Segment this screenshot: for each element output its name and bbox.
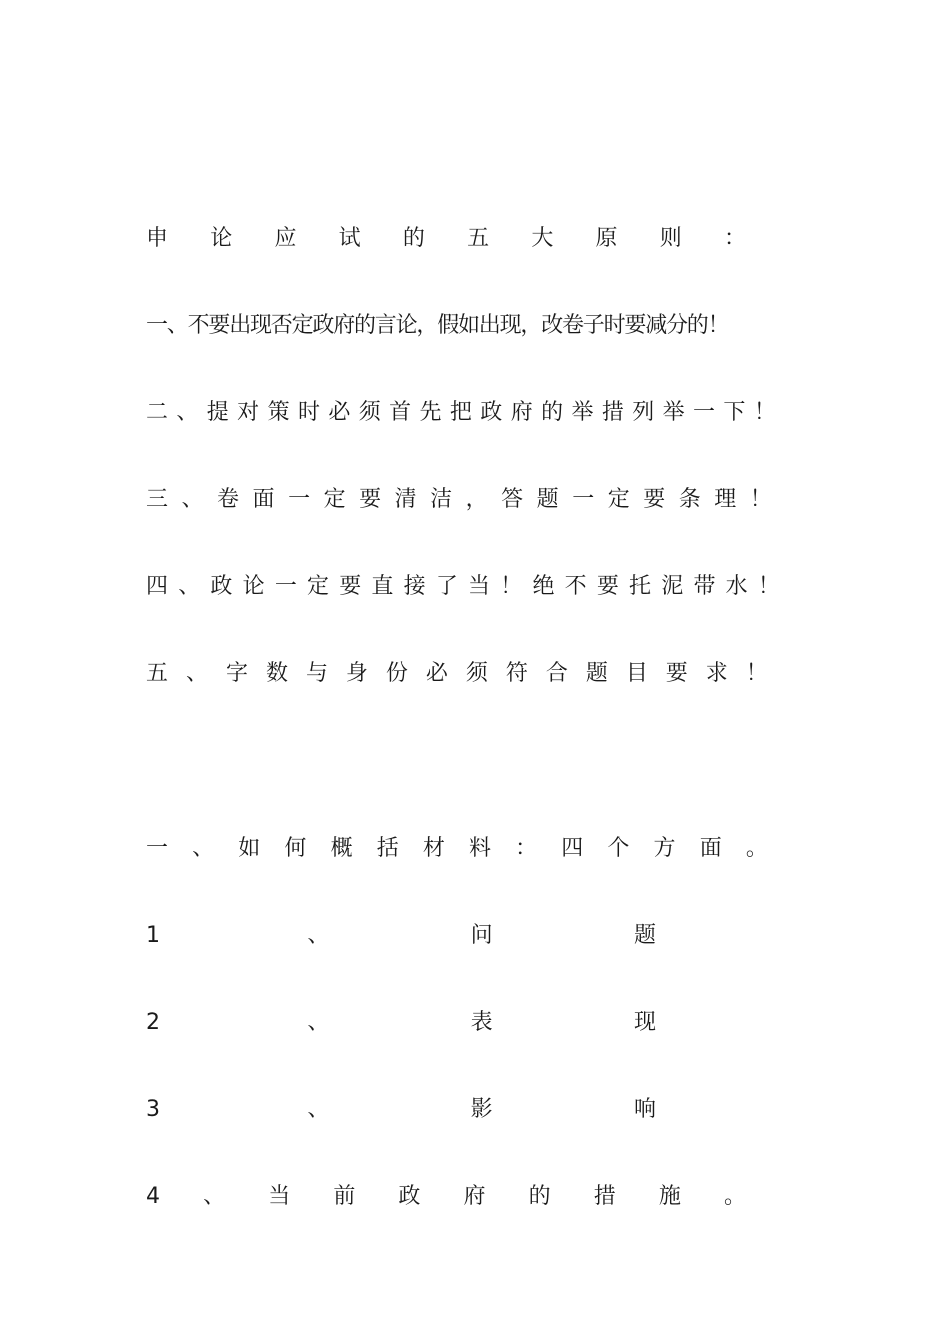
char: 2 [146,1010,160,1035]
char: 首 [389,400,412,425]
char: 问 [470,923,493,948]
char: 。 [745,836,768,861]
char: 对 [237,400,260,425]
char: 当 [268,1184,291,1209]
heading-principles [146,222,746,256]
char: ！ [753,400,776,425]
char: 要 [665,661,688,686]
char: 、 [181,487,204,512]
char: 题 [536,487,559,512]
char: 论 [242,574,265,599]
char: 求 [705,661,728,686]
char: 政 [398,1184,421,1209]
char: 定 [307,574,330,599]
char: 政 [210,574,233,599]
char: 一 [288,487,311,512]
char: 括 [376,836,399,861]
char: 举 [662,400,685,425]
char: ！ [500,574,523,599]
char: 试 [338,226,361,251]
char: 答 [501,487,524,512]
char: 带 [693,574,716,599]
char: 、 [307,1010,330,1035]
char: 申 [146,226,169,251]
char: 面 [252,487,275,512]
principle-4 [146,570,780,604]
char: 措 [601,400,624,425]
char: 政 [480,400,503,425]
char: 如 [238,836,261,861]
char: 洁 [430,487,453,512]
char: 须 [358,400,381,425]
char: 现 [633,1010,656,1035]
char: 定 [323,487,346,512]
char: 4 [146,1184,160,1209]
char: 五 [467,226,490,251]
char: 提 [206,400,229,425]
char: 、 [307,923,330,948]
char: 要 [596,574,619,599]
char: 材 [422,836,445,861]
char: 身 [345,661,368,686]
principle-1: 一、不要出现否定政府的言论，假如出现，改卷子时要减分的！ [146,313,729,338]
char: 、 [178,574,201,599]
char: 与 [305,661,328,686]
char: 清 [394,487,417,512]
char: 1 [146,923,160,948]
char: 一 [693,400,716,425]
char: ！ [745,661,768,686]
char: 的 [541,400,564,425]
char: 合 [545,661,568,686]
char: 二 [146,400,169,425]
char: 论 [210,226,233,251]
char: 的 [402,226,425,251]
char: 理 [714,487,737,512]
char: 必 [328,400,351,425]
principle-5 [146,657,768,691]
char: 。 [723,1184,746,1209]
heading-summarize-material [146,832,768,866]
char: 四 [561,836,584,861]
char: 下 [723,400,746,425]
char: 一 [274,574,297,599]
char: 题 [585,661,608,686]
char: 响 [633,1097,656,1122]
char: 须 [465,661,488,686]
char: 概 [330,836,353,861]
char: 、 [176,400,199,425]
char: 不 [564,574,587,599]
char: 当 [468,574,491,599]
char: 料 [468,836,491,861]
char: 五 [146,661,169,686]
char: 何 [284,836,307,861]
char: ： [515,836,538,861]
char: 定 [607,487,630,512]
aspect-item-1 [146,919,656,953]
char: 府 [463,1184,486,1209]
char: 了 [435,574,458,599]
char: ， [465,487,488,512]
char: 一 [146,836,169,861]
char: 水 [725,574,748,599]
char: 数 [265,661,288,686]
char: ！ [757,574,780,599]
char: 题 [633,923,656,948]
char: 个 [607,836,630,861]
char: 方 [653,836,676,861]
char: 把 [449,400,472,425]
char: 必 [425,661,448,686]
char: 列 [632,400,655,425]
char: 大 [531,226,554,251]
char: 目 [625,661,648,686]
char: 、 [185,661,208,686]
char: 府 [510,400,533,425]
char: 符 [505,661,528,686]
char: 3 [146,1097,160,1122]
char: 一 [572,487,595,512]
char: 面 [699,836,722,861]
char: 、 [307,1097,330,1122]
char: 要 [643,487,666,512]
char: 应 [274,226,297,251]
char: 泥 [661,574,684,599]
char: 托 [629,574,652,599]
char: ： [723,226,746,251]
char: 要 [359,487,382,512]
char: 、 [203,1184,226,1209]
char: 卷 [217,487,240,512]
char: 原 [595,226,618,251]
char: 四 [146,574,169,599]
char: 的 [528,1184,551,1209]
aspect-item-4 [146,1180,746,1214]
char: 先 [419,400,442,425]
char: 绝 [532,574,555,599]
char: 策 [267,400,290,425]
principle-2 [146,396,776,430]
char: 影 [470,1097,493,1122]
char: 条 [678,487,701,512]
char: 要 [339,574,362,599]
char: 时 [297,400,320,425]
char: 、 [192,836,215,861]
char: 措 [593,1184,616,1209]
aspect-item-2 [146,1006,656,1040]
char: 直 [371,574,394,599]
aspect-item-3 [146,1093,656,1127]
char: 三 [146,487,169,512]
char: ！ [749,487,772,512]
principle-3 [146,483,772,517]
char: 接 [403,574,426,599]
char: 表 [470,1010,493,1035]
char: 则 [659,226,682,251]
char: 施 [658,1184,681,1209]
char: 前 [333,1184,356,1209]
char: 份 [385,661,408,686]
char: 举 [571,400,594,425]
char: 字 [225,661,248,686]
